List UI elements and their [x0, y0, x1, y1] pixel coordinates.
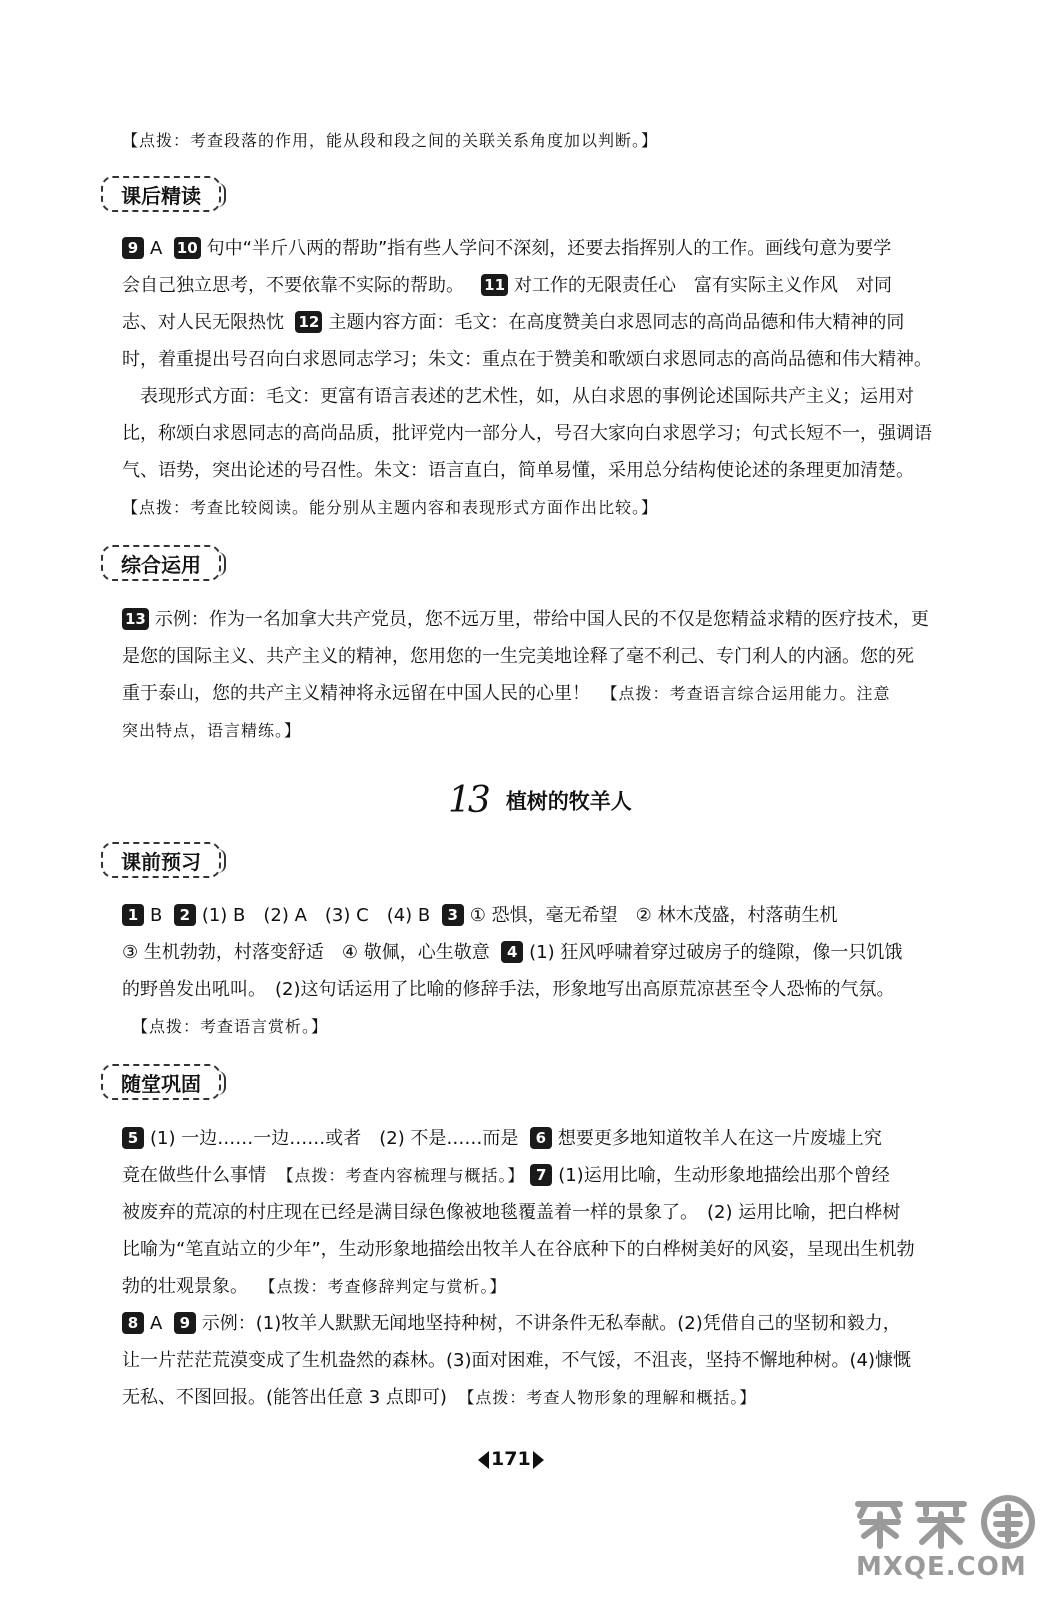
- lesson-name: 植树的牧羊人: [505, 789, 632, 814]
- question-number-badge: 11: [481, 274, 508, 296]
- text-line: 被废弃的荒凉的村庄现在已经是满目绿色像被地毯覆盖着一样的景象了。 (2) 运用比喻，把白桦树: [122, 1202, 901, 1223]
- answer-text: 竟在做些什么事情: [122, 1165, 266, 1186]
- text-line: [122, 934, 974, 971]
- text-line: [122, 230, 974, 267]
- answer-text: (1) 狂风呼啸着穿过破房子的缝隙，像一只饥饿: [529, 942, 903, 963]
- question-number-badge: 6: [530, 1127, 552, 1149]
- page-number: [478, 1448, 544, 1470]
- question-number-badge: 9: [122, 237, 144, 259]
- tip-line: 【点拨：考查段落的作用，能从段和段之间的关联关系角度加以判断。】: [122, 131, 659, 150]
- answer-text: 想要更多地知道牧羊人在这一片废墟上究: [557, 1128, 882, 1149]
- question-number-badge: 9: [174, 1312, 196, 1334]
- answer-text: 无私、不图回报。(能答出任意 3 点即可): [122, 1387, 447, 1408]
- text-line: [122, 675, 974, 712]
- lesson-number: 13: [448, 780, 488, 821]
- tip-line: 突出特点，语言精练。】: [122, 721, 302, 740]
- answer-text: (1)运用比喻，生动形象地描绘出那个曾经: [558, 1165, 890, 1186]
- text-line: [122, 267, 974, 304]
- tip-text: 【点拨：考查语言综合运用能力。注意: [601, 684, 891, 703]
- tip-text: 【点拨：考查内容梳理与概括。】: [277, 1166, 525, 1185]
- tip-line: 【点拨：考查比较阅读。能分别从主题内容和表现形式方面作出比较。】: [122, 498, 659, 517]
- text-line: [122, 601, 974, 638]
- answer-text: 会自己独立思考，不要依靠不实际的帮助。: [122, 275, 464, 296]
- answer-text: 志、对人民无限热忱: [122, 312, 284, 333]
- answer-text: 示例：作为一名加拿大共产党员，您不远万里，带给中国人民的不仅是您精益求精的医疗技术，更: [154, 609, 929, 630]
- question-number-badge: 8: [122, 1312, 144, 1334]
- answer-logo-icon: [848, 1490, 1048, 1552]
- text-line: 让一片茫茫荒漠变成了生机盎然的森林。(3)面对困难，不气馁，不沮丧，坚持不懈地种树。(4)慷慨: [122, 1350, 911, 1371]
- question-number-badge: 12: [295, 311, 322, 333]
- answer-text: A: [150, 1313, 163, 1334]
- section-body-keqian: [122, 897, 974, 1045]
- text-line: 的野兽发出吼叫。 (2)这句话运用了比喻的修辞手法，形象地写出高原荒凉甚至令人恐怖的气氛。: [122, 979, 895, 1000]
- text-line: [122, 897, 974, 934]
- section-header-kehou: 课后精读: [101, 176, 221, 212]
- text-line: [122, 1379, 974, 1416]
- text-line: [122, 1268, 974, 1305]
- question-number-badge: 5: [122, 1127, 144, 1149]
- question-number-badge: 4: [501, 941, 523, 963]
- answer-text: 重于泰山，您的共产主义精神将永远留在中国人民的心里！: [122, 683, 590, 704]
- text-line: 比喻为“笔直站立的少年”，生动形象地描绘出牧羊人在谷底种下的白桦树美好的风姿，呈现出生机勃: [122, 1239, 915, 1260]
- question-number-badge: 13: [122, 608, 149, 630]
- text-line: 气、语势，突出论述的号召性。朱文：语言直白，简单易懂，采用总分结构使论述的条理更加清楚。: [122, 460, 914, 481]
- tip-text: 【点拨：考查人物形象的理解和概括。】: [458, 1388, 757, 1407]
- answer-text: 主题内容方面：毛文：在高度赞美白求恩同志的高尚品德和伟大精神的同: [328, 312, 905, 333]
- tip-text: 【点拨：考查修辞判定与赏析。】: [259, 1277, 507, 1296]
- answer-text: ① 恐惧，毫无希望 ② 林木茂盛，村落萌生机: [469, 905, 838, 926]
- watermark-text: MXQE.COM: [856, 1552, 1027, 1582]
- section-header-keqian: 课前预习: [101, 842, 221, 878]
- tip-line: 【点拨：考查语言赏析。】: [132, 1017, 329, 1036]
- arrow-left-icon: [478, 1451, 489, 1469]
- section-body-suitang: [122, 1120, 974, 1416]
- text-line: [122, 1305, 974, 1342]
- question-number-badge: 7: [530, 1164, 552, 1186]
- text-line: [122, 304, 974, 341]
- arrow-right-icon: [533, 1451, 544, 1469]
- lesson-title: [448, 780, 632, 830]
- answer-text: 勃的壮观景象。: [122, 1276, 248, 1297]
- text-line: 比，称颂白求恩同志的高尚品质，批评党内一部分人，号召大家向白求恩学习；句式长短不一，强调语: [122, 423, 932, 444]
- section-header-suitang: 随堂巩固: [101, 1064, 221, 1100]
- answer-text: A: [150, 238, 163, 259]
- answer-text: (1) 一边……一边……或者 (2) 不是……而是: [150, 1128, 519, 1149]
- answer-text: ③ 生机勃勃，村落变舒适 ④ 敬佩，心生敬意: [122, 942, 490, 963]
- text-line: [122, 1120, 974, 1157]
- watermark: [848, 1490, 1048, 1590]
- question-number-badge: 2: [174, 904, 196, 926]
- answer-text: B: [150, 905, 163, 926]
- answer-text: (1) B (2) A (3) C (4) B: [201, 905, 431, 926]
- text-line: 时，着重提出号召向白求恩同志学习；朱文：重点在于赞美和歌颂白求恩同志的高尚品德和伟大精神。: [122, 349, 932, 370]
- answer-text: 对工作的无限责任心 富有实际主义作风 对同: [514, 275, 893, 296]
- section-body-zonghe: [122, 601, 974, 749]
- question-number-badge: 10: [174, 237, 201, 259]
- answer-text: 示例：(1)牧羊人默默无闻地坚持种树，不讲条件无私奉献。(2)凭借自己的坚韧和毅力，: [201, 1313, 901, 1334]
- text-line: 是您的国际主义、共产主义的精神，您用您的一生完美地诠释了毫不利己、专门利人的内涵。您的死: [122, 646, 914, 667]
- section-body-kehou: [122, 230, 974, 526]
- answer-text: 句中“半斤八两的帮助”指有些人学问不深刻，还要去指挥别人的工作。画线句意为要学: [206, 238, 892, 259]
- tip-paragraph-importance: [122, 122, 974, 159]
- question-number-badge: 3: [442, 904, 464, 926]
- text-line: [122, 1157, 974, 1194]
- text-line: 表现形式方面：毛文：更富有语言表述的艺术性，如，从白求恩的事例论述国际共产主义；运用对: [140, 386, 914, 407]
- section-header-zonghe: 综合运用: [101, 545, 221, 581]
- question-number-badge: 1: [122, 904, 144, 926]
- page-number-text: 171: [491, 1448, 531, 1470]
